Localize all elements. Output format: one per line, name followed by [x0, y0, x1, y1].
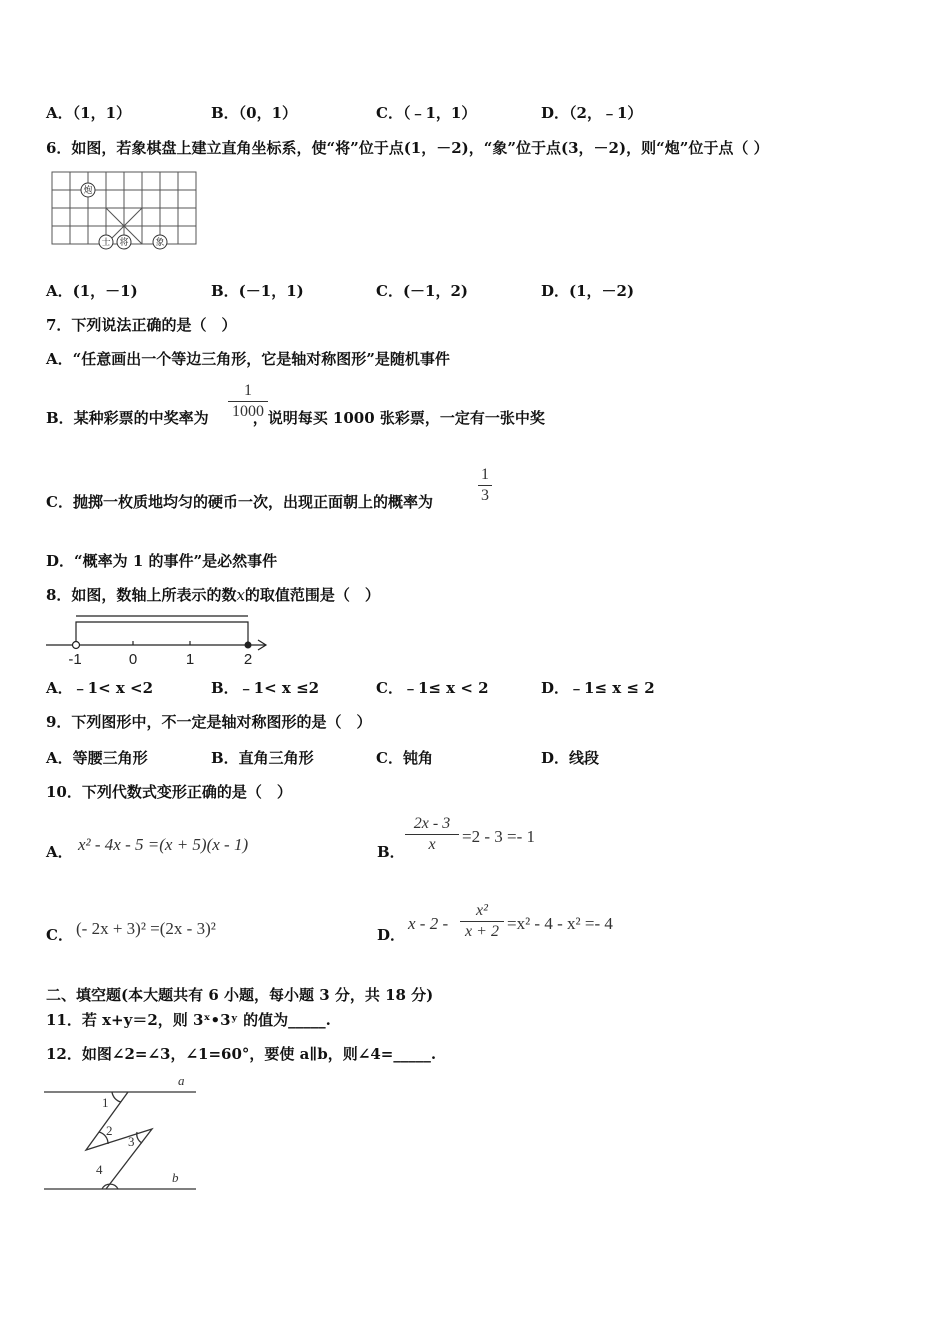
open-endpoint: [73, 642, 80, 649]
chess-board-figure: [50, 168, 200, 250]
q7-b-fraction: [228, 381, 268, 422]
angle-4-label: 4: [96, 1162, 103, 1177]
q8-option-d: D．﹣1≤ x ≤ 2: [541, 679, 655, 697]
q11-stem: 11．若 x+y＝2，则 3ˣ•3ʸ 的值为_____.: [46, 1011, 331, 1029]
q5-option-d: D．（2，﹣1）: [541, 104, 643, 122]
q9-stem: 9．下列图形中，不一定是轴对称图形的是（ ）: [46, 713, 372, 731]
xiang-label: 象: [155, 238, 165, 248]
q8-option-a: A．﹣1< x <2: [46, 679, 154, 697]
q10-d-fraction: [460, 901, 504, 942]
q10-option-b-label: B．: [377, 843, 405, 861]
q10-option-a-label: A．: [46, 843, 73, 861]
q9-option-c: C．钝角: [376, 749, 433, 767]
angle-3-label: 3: [128, 1134, 135, 1149]
angle-2-label: 2: [106, 1123, 113, 1138]
q5-option-a: A．（1，1）: [46, 104, 132, 122]
q6-option-b: B．(－1，1): [211, 282, 304, 300]
tick-label-neg1: -1: [68, 651, 82, 668]
parallel-lines-figure: [44, 1072, 204, 1194]
q10-option-d-rest: =x² - 4 - x² =- 4: [507, 914, 613, 933]
section-2-heading: 二、填空题(本大题共有 6 小题，每小题 3 分，共 18 分): [46, 986, 434, 1004]
q8-stem-post: 的取值范围是（ ）: [244, 586, 380, 604]
angle-1-label: 1: [102, 1095, 109, 1110]
q6-option-d: D．(1，－2): [541, 282, 635, 300]
q7-option-c-pre: C．抛掷一枚质地均匀的硬币一次，出现正面朝上的概率为: [46, 493, 433, 511]
q8-option-b: B．﹣1< x ≤2: [211, 679, 320, 697]
q8-option-c: C．﹣1≤ x < 2: [376, 679, 489, 697]
q7-c-frac-num: 1: [481, 466, 489, 483]
q7-c-fraction: [478, 465, 492, 506]
q7-stem: 7．下列说法正确的是（ ）: [46, 316, 237, 334]
q10-b-num: 2x - 3: [413, 815, 451, 832]
shi-label: 士: [101, 238, 111, 248]
tick-label-1: 1: [185, 651, 195, 668]
pao-label: 炮: [83, 186, 93, 196]
q10-option-d-pre: x - 2 -: [408, 914, 449, 933]
q5-option-c: C．（﹣1，1）: [376, 104, 477, 122]
tick-label-2: 2: [243, 651, 253, 668]
q7-option-b: [46, 407, 545, 428]
q7-b-frac-num: 1: [244, 382, 252, 399]
q12-stem: 12．如图∠2=∠3，∠1=60°，要使 a∥b，则∠4=_____.: [46, 1045, 437, 1063]
q7-c-frac-den: 3: [481, 487, 489, 504]
q7-b-frac-den: 1000: [232, 403, 264, 420]
q7-option-b-pre: B．某种彩票的中奖率为: [46, 409, 209, 427]
q10-b-den: x: [428, 836, 436, 853]
q9-option-a: A．等腰三角形: [46, 749, 148, 767]
number-line-figure: [44, 612, 274, 670]
q7-option-d: D．“概率为 1 的事件”是必然事件: [46, 552, 278, 570]
jiang-label: 将: [119, 238, 129, 248]
q10-option-c-expr: (- 2x + 3)² =(2x - 3)²: [76, 919, 216, 938]
q6-option-c: C．(－1，2): [376, 282, 469, 300]
q10-option-c-label: C．: [46, 926, 73, 944]
q9-option-d: D．线段: [541, 749, 600, 767]
q5-option-b: B．（0，1）: [211, 104, 298, 122]
q10-option-d-label: D．: [377, 926, 406, 944]
tick-label-0: 0: [128, 651, 138, 668]
line-b-label: b: [172, 1170, 179, 1185]
q7-option-b-post: ，说明每买 1000 张彩票，一定有一张中奖: [252, 409, 545, 427]
closed-endpoint: [245, 642, 252, 649]
q10-b-fraction: [405, 814, 459, 855]
q8-stem: [46, 584, 380, 605]
q6-stem: 6．如图，若象棋盘上建立直角坐标系，使“将”位于点(1，－2)，“象”位于点(3，－2)，则“炮”位于点（ ）: [46, 139, 769, 157]
q8-stem-pre: 8．如图，数轴上所表示的数: [46, 586, 237, 604]
line-a-label: a: [178, 1073, 185, 1088]
q10-option-b-rest: =2 - 3 =- 1: [462, 827, 535, 846]
q10-stem: 10．下列代数式变形正确的是（ ）: [46, 783, 292, 801]
q7-option-c: [46, 491, 433, 512]
q9-option-b: B．直角三角形: [211, 749, 314, 767]
q7-option-a: A．“任意画出一个等边三角形，它是轴对称图形”是随机事件: [46, 350, 450, 368]
q10-d-num: x²: [476, 902, 488, 919]
q8-var: x: [236, 586, 245, 604]
q10-d-den: x + 2: [465, 923, 499, 940]
q6-option-a: A．(1，－1): [46, 282, 138, 300]
q10-option-a-expr: x² - 4x - 5 =(x + 5)(x - 1): [78, 835, 249, 854]
